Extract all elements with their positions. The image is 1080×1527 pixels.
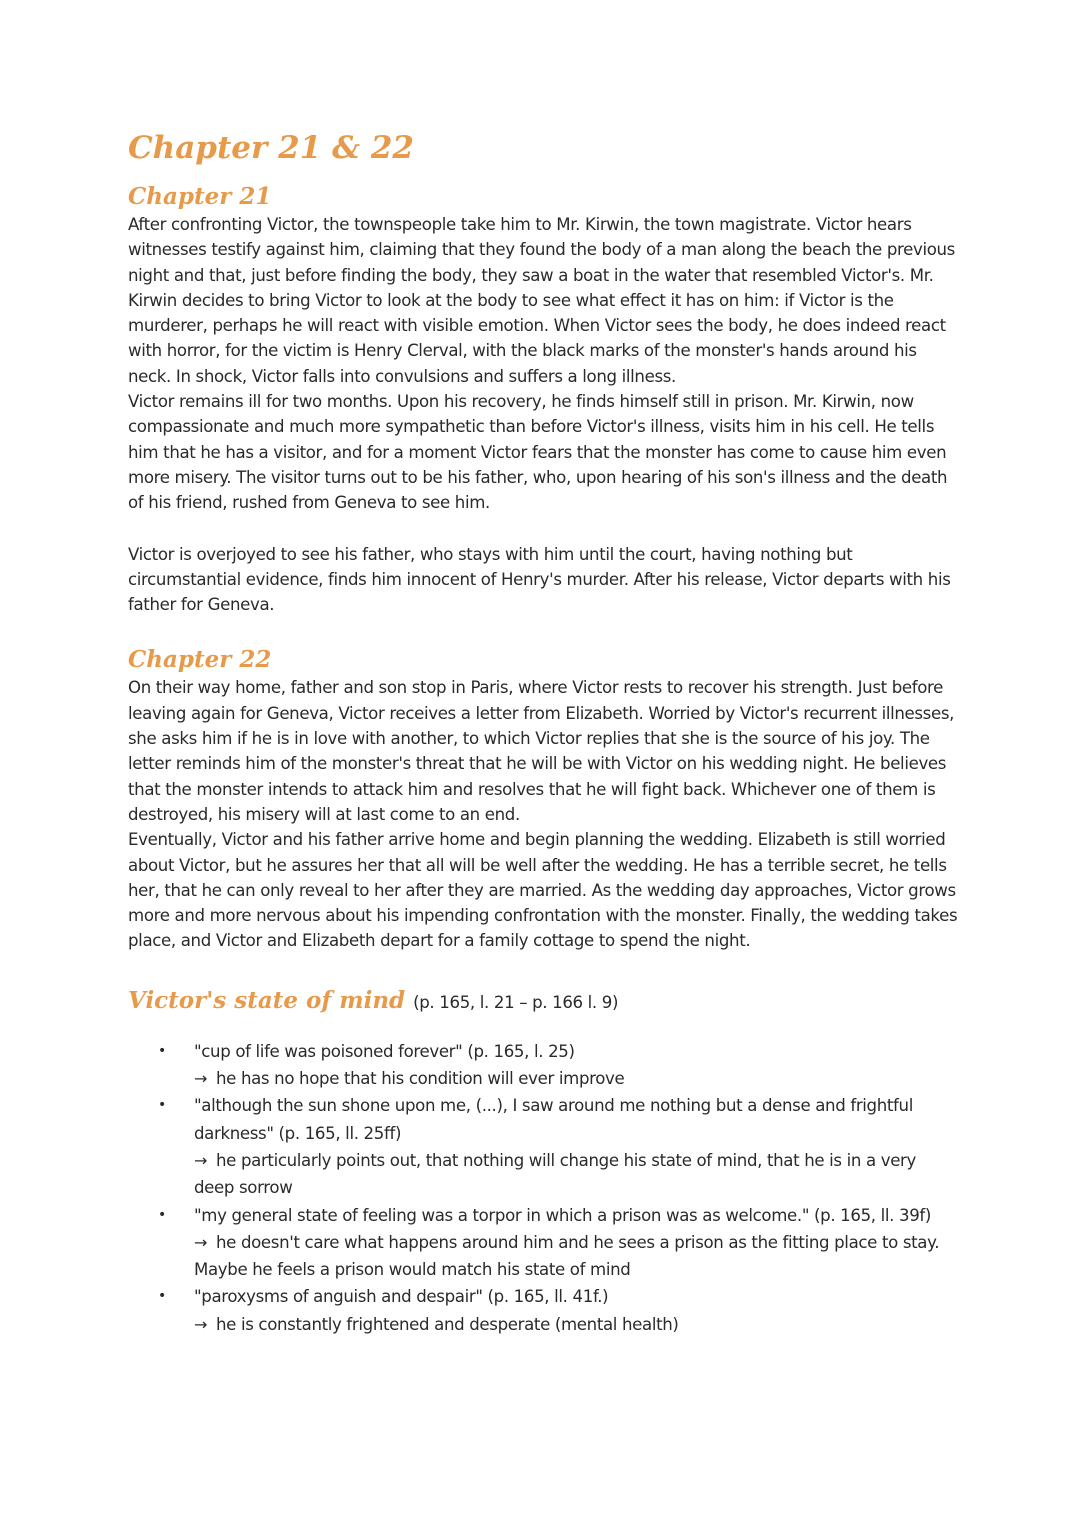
- list-item: [128, 1038, 958, 1093]
- quote-text: "my general state of feeling was a torpor in which a prison was as welcome." (p. 165, ll. 39f): [194, 1205, 932, 1225]
- note-line: [194, 1065, 958, 1092]
- chapter-22-heading: Chapter 22: [128, 646, 272, 674]
- chapter-22-paragraph-2: Eventually, Victor and his father arrive home and begin planning the wedding. Elizabeth is still worried about Victor, but he assures her that all will be well after the wedding. He has a terrible secret, he tells her, that he can only reveal to her after they are married. As the wedding day approaches, Victor grows more and more nervous about his impending confrontation with the monster. Finally, the wedding takes place, and Victor and Elizabeth depart for a family cottage to spend the night.: [128, 830, 958, 951]
- arrow-right-icon: →: [194, 1232, 208, 1252]
- state-of-mind-reference: (p. 165, l. 21 – p. 166 l. 9): [413, 992, 619, 1012]
- quote-text: "cup of life was poisoned forever" (p. 165, l. 25): [194, 1041, 575, 1061]
- chapter-21-heading: Chapter 21: [128, 183, 272, 210]
- spacer: [128, 954, 958, 986]
- state-of-mind-heading: Victor's state of mind: [128, 986, 406, 1014]
- chapter-21-paragraph-3: Victor is overjoyed to see his father, who stays with him until the court, having nothing but circumstantial evidence, finds him innocent of Henry's murder. After his release, Victor departs with his father for Geneva.: [128, 544, 951, 615]
- document-page: [128, 128, 958, 1338]
- spacer: [128, 516, 958, 542]
- list-item: [128, 1202, 958, 1284]
- page-title: Chapter 21 & 22: [128, 130, 414, 166]
- note-line: [194, 1229, 958, 1284]
- chapter-21-paragraph-2: Victor remains ill for two months. Upon his recovery, he finds himself still in prison. Mr. Kirwin, now compassionate and much more sympathetic than before Victor's illness, visits him in his cell. He tells him that he has a visitor, and for a moment Victor fears that the monster has come to cause him even more misery. The visitor turns out to be his father, who, upon hearing of his son's illness and the death of his friend, rushed from Geneva to see him.: [128, 392, 948, 513]
- note-text: he doesn't care what happens around him and he sees a prison as the fitting place to stay. Maybe he feels a prison would match his state of mind: [194, 1232, 940, 1280]
- quote-text: "although the sun shone upon me, (...), I saw around me nothing but a dense and frightful darkness" (p. 165, ll. 25ff): [194, 1096, 913, 1143]
- state-of-mind-header: [128, 986, 958, 1016]
- chapter-21-paragraph-1: After confronting Victor, the townspeople take him to Mr. Kirwin, the town magistrate. Victor hears witnesses testify against him, claiming that they found the body of a man along the beach the previous night and that, just before finding the body, they saw a boat in the water that resembled Victor's. Mr. Kirwin decides to bring Victor to look at the body to see what effect it has on him: if Victor is the murderer, perhaps he will react with visible emotion. When Victor sees the body, he does indeed react with horror, for the victim is Henry Clerval, with the black marks of the monster's hands around his neck. In shock, Victor falls into convulsions and suffers a long illness.: [128, 215, 955, 386]
- note-line: [194, 1147, 958, 1202]
- state-of-mind-list: [128, 1038, 958, 1338]
- arrow-right-icon: →: [194, 1314, 208, 1334]
- arrow-right-icon: →: [194, 1150, 208, 1170]
- bullet-icon: •: [158, 1042, 166, 1059]
- spacer: [128, 617, 958, 645]
- note-text: he has no hope that his condition will ever improve: [216, 1069, 625, 1089]
- list-item: [128, 1092, 958, 1201]
- bullet-icon: •: [158, 1206, 166, 1223]
- note-text: he is constantly frightened and desperate (mental health): [216, 1314, 679, 1334]
- list-item: [128, 1283, 958, 1338]
- quote-text: "paroxysms of anguish and despair" (p. 165, ll. 41f.): [194, 1287, 609, 1307]
- arrow-right-icon: →: [194, 1069, 208, 1089]
- note-line: [194, 1311, 958, 1338]
- chapter-22-paragraph-1: On their way home, father and son stop in Paris, where Victor rests to recover his strength. Just before leaving again for Geneva, Victor receives a letter from Elizabeth. Worried by Victor's recurrent illnesses, she asks him if he is in love with another, to which Victor replies that she is the source of his joy. The letter reminds him of the monster's threat that he will be with Victor on his wedding night. He believes that the monster intends to attack him and resolves that he will fight back. Whichever one of them is destroyed, his misery will at last come to an end.: [128, 678, 955, 824]
- bullet-icon: •: [158, 1097, 166, 1114]
- bullet-icon: •: [158, 1288, 166, 1305]
- note-text: he particularly points out, that nothing will change his state of mind, that he is in a very deep sorrow: [194, 1150, 916, 1198]
